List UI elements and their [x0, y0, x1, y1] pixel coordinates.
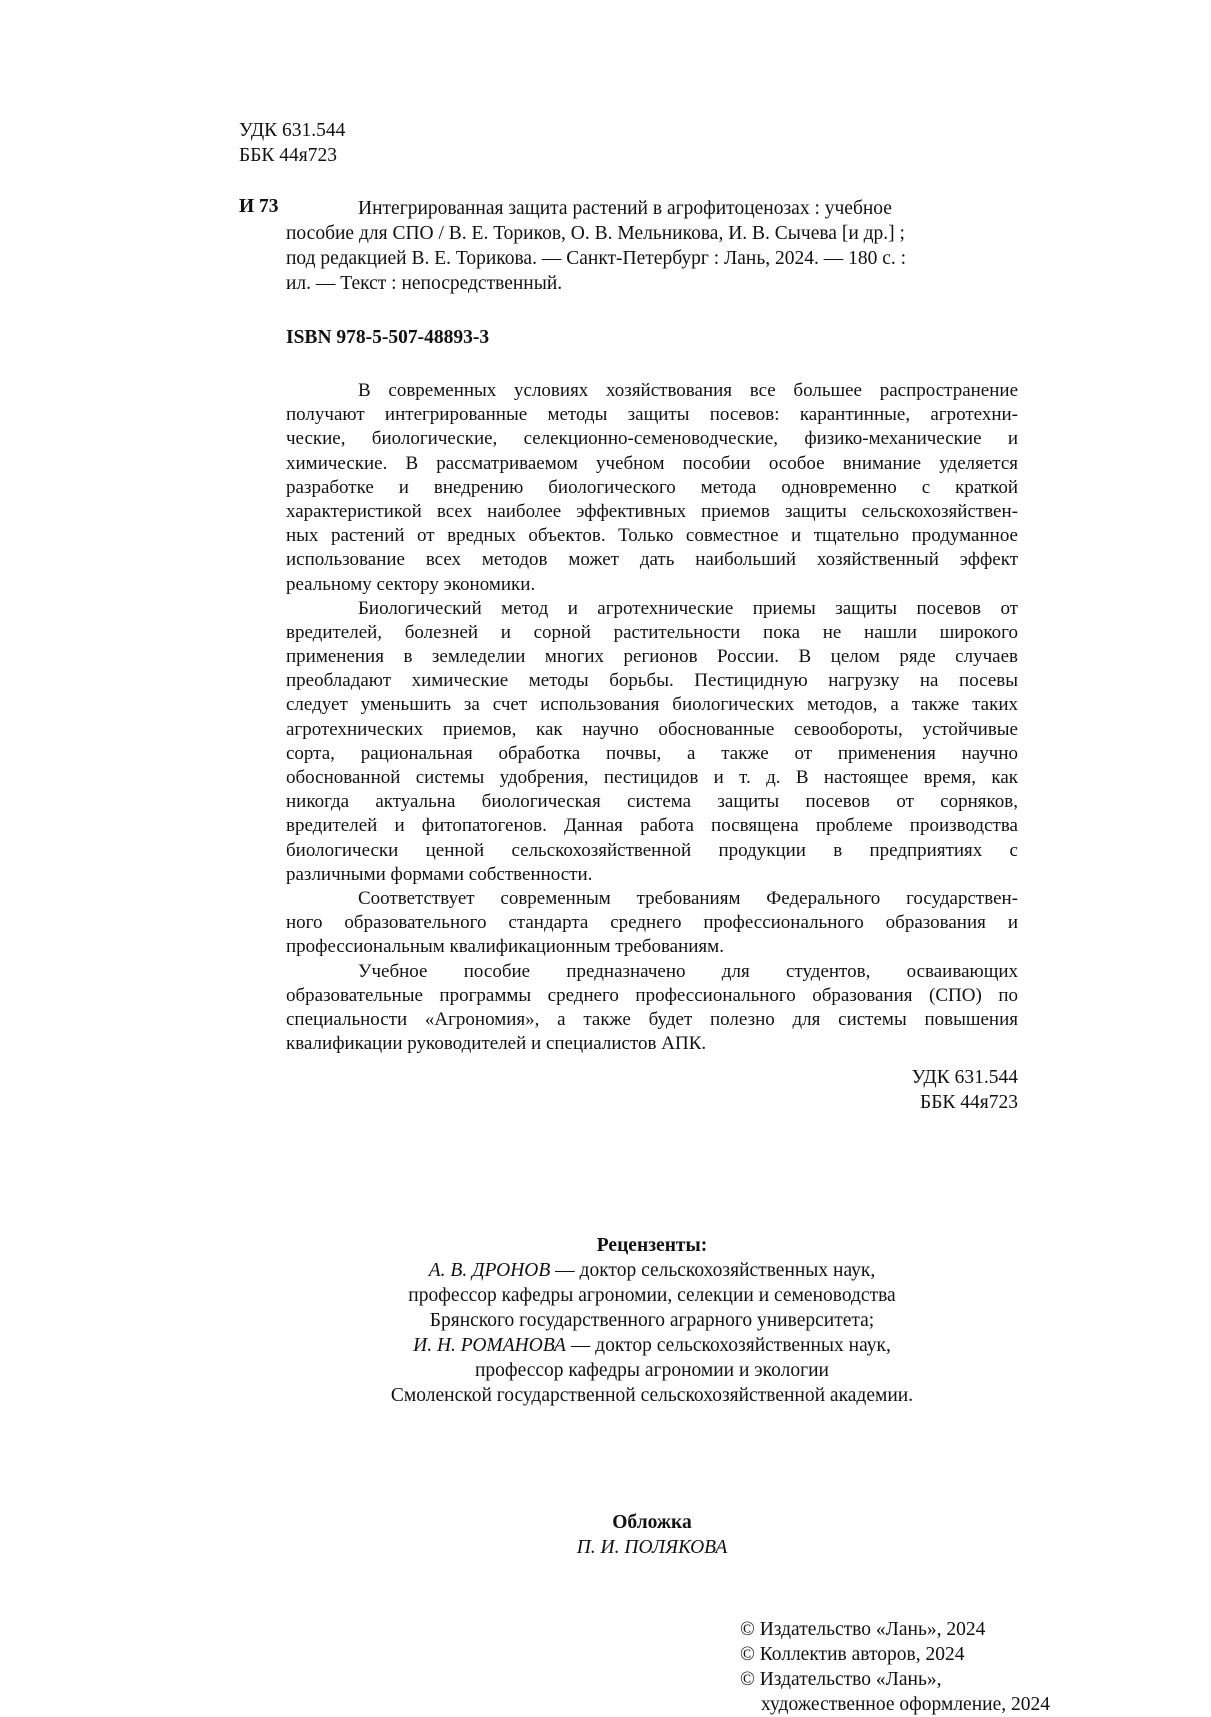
annotation-line: получают интегрированные методы защиты посевов: карантинные, агротехни- — [286, 404, 1018, 426]
bibliographic-record — [286, 196, 1018, 296]
bbk-code: ББК 44я723 — [239, 145, 337, 166]
annotation-line: биологически ценной сельскохозяйственной продукции в предприятиях с — [286, 839, 1018, 861]
annotation-line: ного образовательного стандарта среднего профессионального образования и — [286, 912, 1018, 934]
copyright-line: © Коллектив авторов, 2024 — [740, 1644, 965, 1665]
annotation-line: вредителей и фитопатогенов. Данная работа посвящена проблеме производства — [286, 815, 1018, 837]
annotation-line: разработке и внедрению биологического метода одновременно с краткой — [286, 476, 1018, 498]
annotation-line: химические. В рассматриваемом учебном пособии особое внимание уделяется — [286, 452, 1018, 474]
copyright-block — [740, 1617, 1050, 1717]
copyright-line: © Издательство «Лань», — [740, 1669, 942, 1690]
reviewers-title: Рецензенты: — [596, 1235, 708, 1256]
reviewer-1-name: А. В. ДРОНОВ — [428, 1260, 551, 1281]
reviewer-2-line-1 — [286, 1333, 1018, 1358]
reviewer-1-line-2: профессор кафедры агрономии, селекции и семеноводства — [408, 1285, 896, 1306]
reviewer-2-name: И. Н. РОМАНОВА — [413, 1335, 566, 1356]
annotation-line: характеристикой всех наиболее эффективных приемов защиты сельскохозяйствен- — [286, 500, 1018, 522]
annotation-line: различными формами собственности. — [286, 863, 593, 885]
annotation-line: вредителей, болезней и сорной растительности пока не нашли широкого — [286, 621, 1018, 643]
annotation-line: ных растений от вредных объектов. Только совместное и тщательно продуманное — [286, 525, 1018, 547]
annotation-line: применения в земледелии многих регионов России. В целом ряде случаев — [286, 646, 1018, 668]
reviewer-1-degree: — доктор сельскохозяйственных наук, — [550, 1260, 876, 1281]
author-mark: И 73 — [239, 196, 279, 217]
biblio-line: Интегрированная защита растений в агрофитоценозах : учебное — [358, 198, 892, 219]
udk-code: УДК 631.544 — [911, 1067, 1018, 1088]
reviewer-2-line-3: Смоленской государственной сельскохозяйственной академии. — [390, 1385, 914, 1406]
annotation-line: использование всех методов может дать наибольший хозяйственный эффект — [286, 549, 1018, 571]
cover-designer: П. И. ПОЛЯКОВА — [576, 1537, 728, 1558]
classification-top — [239, 118, 345, 168]
biblio-line: пособие для СПО / В. Е. Ториков, О. В. Мельникова, И. В. Сычева [и др.] ; — [286, 223, 905, 244]
annotation-line: реальному сектору экономики. — [286, 573, 536, 595]
cover-title: Обложка — [612, 1512, 692, 1533]
biblio-line: ил. — Текст : непосредственный. — [286, 273, 563, 294]
udk-code: УДК 631.544 — [239, 120, 346, 141]
reviewer-1-line-1 — [286, 1258, 1018, 1283]
reviewer-1-line-3: Брянского государственного аграрного университета; — [429, 1310, 875, 1331]
annotation-line: следует уменьшить за счет использования биологических методов, а также таких — [286, 694, 1018, 716]
annotation-line: Учебное пособие предназначено для студентов, осваивающих — [358, 960, 1018, 982]
cover-credit — [286, 1510, 1018, 1560]
annotation-line: сорта, рациональная обработка почвы, а также от применения научно — [286, 742, 1018, 764]
bbk-code: ББК 44я723 — [920, 1092, 1018, 1113]
annotation-line: В современных условиях хозяйствования все большее распространение — [358, 380, 1018, 401]
isbn: ISBN 978-5-507-48893-3 — [286, 327, 490, 348]
annotation-line: Соответствует современным требованиям Федерального государствен- — [358, 887, 1018, 909]
annotation-line: преобладают химические методы борьбы. Пестицидную нагрузку на посевы — [286, 670, 1018, 692]
biblio-line: под редакцией В. Е. Торикова. — Санкт-Петербург : Лань, 2024. — 180 с. : — [286, 248, 907, 269]
classification-bottom — [800, 1065, 1018, 1115]
annotation-line: обоснованной системы удобрения, пестицидов и т. д. В настоящее время, как — [286, 767, 1018, 788]
annotation-line: профессиональным квалификационным требованиям. — [286, 936, 724, 958]
annotation-line: образовательные программы среднего профессионального образования (СПО) по — [286, 984, 1018, 1006]
reviewer-2-degree: — доктор сельскохозяйственных наук, — [565, 1335, 891, 1356]
reviewers-block — [286, 1233, 1018, 1408]
annotation-line: агротехнических приемов, как научно обоснованные севообороты, устойчивые — [286, 718, 1018, 740]
copyright-line: художественное оформление, 2024 — [761, 1694, 1050, 1715]
annotation-line: квалификации руководителей и специалистов АПК. — [286, 1033, 707, 1055]
annotation-line: специальности «Агрономия», а также будет полезно для системы повышения — [286, 1008, 1018, 1030]
copyright-line: © Издательство «Лань», 2024 — [740, 1619, 986, 1640]
annotation-line: никогда актуальна биологическая система защиты посевов от сорняков, — [286, 791, 1018, 813]
reviewer-2-line-2: профессор кафедры агрономии и экологии — [475, 1360, 829, 1381]
annotation-line: ческие, биологические, селекционно-семеноводческие, физико-механические и — [286, 428, 1018, 450]
annotation-line: Биологический метод и агротехнические приемы защиты посевов от — [358, 597, 1018, 619]
annotation — [286, 379, 1018, 1056]
